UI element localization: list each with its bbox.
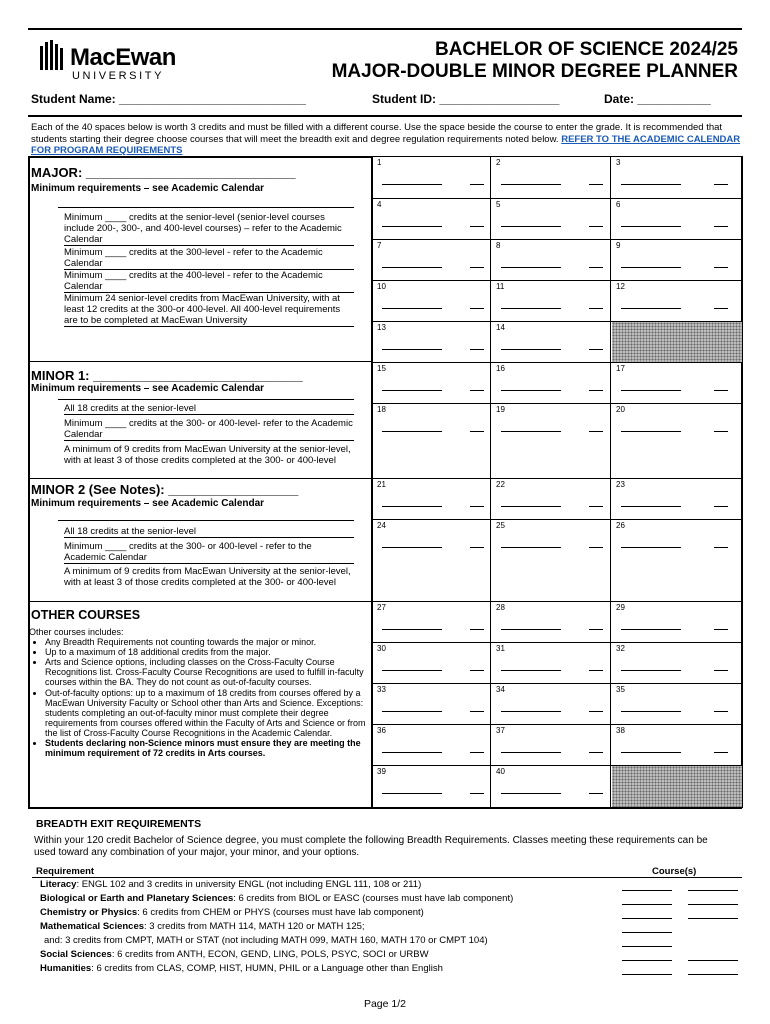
- course-entry-line[interactable]: [501, 184, 561, 185]
- grade-entry-line[interactable]: [714, 308, 728, 309]
- course-entry-line[interactable]: [382, 629, 442, 630]
- course-entry-line[interactable]: [501, 431, 561, 432]
- grid-cell-number: 24: [377, 521, 386, 530]
- grade-entry-line[interactable]: [714, 226, 728, 227]
- grade-entry-line[interactable]: [714, 267, 728, 268]
- grade-entry-line[interactable]: [589, 226, 603, 227]
- minor1-req-3: A minimum of 9 credits from MacEwan University at the senior-level, with at least 3 of those credits completed at the 300- or 400-level: [64, 444, 351, 466]
- major-req-top-line: [58, 207, 354, 208]
- grid-row-line: [372, 478, 742, 479]
- logo-subtitle: UNIVERSITY: [72, 70, 165, 82]
- grade-entry-line[interactable]: [589, 793, 603, 794]
- breadth-row-text: : 3 credits from CMPT, MATH or STAT (not including MATH 099, MATH 160, MATH 170 or CMPT 104): [59, 935, 488, 946]
- minor2-minreq: Minimum requirements – see Academic Calendar: [31, 498, 265, 509]
- course-entry-line[interactable]: [382, 793, 442, 794]
- grid-cell-number: 8: [496, 241, 501, 250]
- course-entry-line[interactable]: [382, 711, 442, 712]
- course-entry-line[interactable]: [382, 506, 442, 507]
- breadth-title: BREADTH EXIT REQUIREMENTS: [36, 818, 202, 830]
- list-item: • Arts and Science options, including classes on the Cross-Faculty Course Recognitions list. Cross-Faculty Course Recognitions are used to fulfill in-faculty courses within the BA. They do not count as out-of-faculty courses.: [45, 657, 369, 687]
- breadth-course-line[interactable]: [622, 960, 672, 961]
- grade-entry-line[interactable]: [470, 267, 484, 268]
- course-entry-line[interactable]: [501, 349, 561, 350]
- list-item: • Up to a maximum of 18 additional credits from the major.: [45, 647, 369, 657]
- grade-entry-line[interactable]: [589, 349, 603, 350]
- minor2-req-1: All 18 credits at the senior-level: [64, 526, 354, 538]
- grade-entry-line[interactable]: [589, 670, 603, 671]
- breadth-course-line[interactable]: [622, 946, 672, 947]
- course-entry-line[interactable]: [501, 506, 561, 507]
- grid-cell-number: 16: [496, 364, 505, 373]
- grade-entry-line[interactable]: [470, 506, 484, 507]
- major-minreq: Minimum requirements – see Academic Calendar: [31, 183, 265, 194]
- grade-entry-line[interactable]: [714, 629, 728, 630]
- breadth-course-line[interactable]: [688, 918, 738, 919]
- grid-cell-number: 25: [496, 521, 505, 530]
- course-entry-line[interactable]: [621, 184, 681, 185]
- course-entry-line[interactable]: [501, 752, 561, 753]
- course-entry-line[interactable]: [382, 226, 442, 227]
- breadth-course-line[interactable]: [622, 932, 672, 933]
- breadth-row: [40, 907, 424, 918]
- grid-cell-number: 12: [616, 282, 625, 291]
- course-entry-line[interactable]: [382, 547, 442, 548]
- course-entry-line[interactable]: [382, 184, 442, 185]
- minor2-req-2: Minimum ____ credits at the 300- or 400-level - refer to the Academic Calendar: [64, 541, 354, 564]
- minor2-divider: [28, 601, 372, 602]
- grade-entry-line[interactable]: [470, 431, 484, 432]
- course-entry-line[interactable]: [382, 670, 442, 671]
- course-entry-line[interactable]: [382, 752, 442, 753]
- other-courses-title: OTHER COURSES: [31, 608, 141, 622]
- grid-cell-number: 13: [377, 323, 386, 332]
- course-entry-line[interactable]: [621, 431, 681, 432]
- macewan-logo-icon: [40, 40, 66, 76]
- breadth-row: [40, 963, 443, 974]
- course-entry-line[interactable]: [501, 267, 561, 268]
- course-entry-line[interactable]: [382, 267, 442, 268]
- breadth-col-courses: Course(s): [652, 866, 697, 877]
- course-entry-line[interactable]: [382, 431, 442, 432]
- course-entry-line[interactable]: [621, 506, 681, 507]
- grid-cell-number: 29: [616, 603, 625, 612]
- grid-cell-number: 32: [616, 644, 625, 653]
- grid-cell-number: 21: [377, 480, 386, 489]
- grid-cell-number: 26: [616, 521, 625, 530]
- course-entry-line[interactable]: [382, 308, 442, 309]
- column-divider: [371, 156, 373, 808]
- bottom-divider: [28, 807, 742, 809]
- grade-entry-line[interactable]: [714, 752, 728, 753]
- grid-row-line: [372, 362, 742, 363]
- breadth-row-text: : 6 credits from CHEM or PHYS (courses must have lab component): [137, 907, 424, 918]
- breadth-row-text: : 6 credits from BIOL or EASC (courses must have lab component): [233, 893, 514, 904]
- grid-cell-number: 9: [616, 241, 621, 250]
- breadth-row-label: Chemistry or Physics: [40, 907, 138, 918]
- grade-entry-line[interactable]: [470, 226, 484, 227]
- grid-cell-number: 33: [377, 685, 386, 694]
- grade-entry-line[interactable]: [470, 629, 484, 630]
- breadth-row-label: Biological or Earth and Planetary Sciences: [40, 893, 234, 904]
- breadth-row-text: : ENGL 102 and 3 credits in university ENGL (not including ENGL 111, 108 or 211): [76, 879, 422, 890]
- course-entry-line[interactable]: [501, 226, 561, 227]
- header-divider: [28, 115, 742, 117]
- breadth-row: [40, 879, 421, 890]
- course-entry-line[interactable]: [501, 390, 561, 391]
- grade-entry-line[interactable]: [714, 711, 728, 712]
- grid-cell-number: 10: [377, 282, 386, 291]
- top-rule: [28, 28, 742, 30]
- breadth-row: [44, 935, 488, 946]
- breadth-course-line[interactable]: [688, 904, 738, 905]
- grade-entry-line[interactable]: [470, 793, 484, 794]
- grid-cell-number: 18: [377, 405, 386, 414]
- major-title: MAJOR: _____________________________: [31, 165, 296, 180]
- shaded-cell: [612, 322, 742, 362]
- grade-entry-line[interactable]: [714, 184, 728, 185]
- course-entry-line[interactable]: [621, 390, 681, 391]
- breadth-row: [40, 921, 365, 932]
- major-divider: [28, 361, 372, 362]
- course-entry-line[interactable]: [501, 793, 561, 794]
- shaded-cell: [612, 766, 742, 807]
- breadth-row-text: : 6 credits from CLAS, COMP, HIST, HUMN, PHIL or a Language other than English: [91, 963, 443, 974]
- course-entry-line[interactable]: [621, 629, 681, 630]
- breadth-row: [40, 949, 429, 960]
- page-number: Page 1/2: [363, 998, 407, 1010]
- grade-entry-line[interactable]: [470, 349, 484, 350]
- breadth-intro: Within your 120 credit Bachelor of Science degree, you must complete the following Breadth Requirements. Classes meeting these requirements can be used toward any combination of your major, your minor, and your options.: [34, 835, 708, 858]
- minor2-title: MINOR 2 (See Notes): __________________: [31, 482, 299, 497]
- grade-entry-line[interactable]: [589, 506, 603, 507]
- minor1-req-top-line: [58, 399, 354, 400]
- grade-entry-line[interactable]: [470, 184, 484, 185]
- date-field[interactable]: Date: ___________: [604, 92, 711, 106]
- breadth-course-line[interactable]: [688, 890, 738, 891]
- grid-cell-number: 20: [616, 405, 625, 414]
- grid-row-line: [372, 403, 742, 404]
- grade-entry-line[interactable]: [714, 390, 728, 391]
- grade-entry-line[interactable]: [589, 547, 603, 548]
- breadth-row-label: Mathematical Sciences: [40, 921, 145, 932]
- grid-col-line: [610, 156, 611, 808]
- grid-row-line: [372, 156, 742, 157]
- major-req-3: Minimum ____ credits at the 400-level - refer to the Academic Calendar: [64, 270, 354, 293]
- course-entry-line[interactable]: [501, 547, 561, 548]
- course-entry-line[interactable]: [621, 226, 681, 227]
- grid-row-line: [372, 683, 742, 684]
- breadth-course-line[interactable]: [622, 890, 672, 891]
- list-item: • Students declaring non-Science minors must ensure they are meeting the minimum requirement of 72 credits in Arts courses.: [45, 738, 369, 758]
- minor1-req-2: Minimum ____ credits at the 300- or 400-level- refer to the Academic Calendar: [64, 418, 353, 440]
- grade-entry-line[interactable]: [470, 308, 484, 309]
- grid-cell-number: 19: [496, 405, 505, 414]
- breadth-course-line[interactable]: [622, 904, 672, 905]
- other-courses-text: [29, 627, 369, 758]
- grid-right-border: [741, 156, 743, 808]
- grade-entry-line[interactable]: [589, 711, 603, 712]
- grid-row-line: [372, 724, 742, 725]
- student-name-field[interactable]: Student Name: ____________________________: [31, 92, 306, 106]
- grid-row-line: [372, 239, 742, 240]
- breadth-row-label: Humanities: [40, 963, 92, 974]
- grade-entry-line[interactable]: [714, 506, 728, 507]
- major-req-1: Minimum ____ credits at the senior-level (senior-level courses include 200-, 300-, and 400-level courses) – refer to the Academic Calendar: [64, 212, 354, 246]
- breadth-row-text: : 6 credits from ANTH, ECON, GEND, LING, POLS, PSYC, SOCI or URBW: [111, 949, 429, 960]
- grid-row-line: [372, 642, 742, 643]
- minor2-req-top-line: [58, 520, 354, 521]
- grid-row-line: [372, 280, 742, 281]
- grade-entry-line[interactable]: [714, 547, 728, 548]
- grid-cell-number: 1: [377, 158, 382, 167]
- course-entry-line[interactable]: [501, 308, 561, 309]
- grid-cell-number: 35: [616, 685, 625, 694]
- page-title: BACHELOR OF SCIENCE 2024/25: [434, 39, 738, 60]
- list-item: • Any Breadth Requirements not counting towards the major or minor.: [45, 637, 369, 647]
- minor1-req-1: All 18 credits at the senior-level: [64, 403, 354, 415]
- course-entry-line[interactable]: [382, 390, 442, 391]
- breadth-col-requirement: Requirement: [36, 866, 95, 877]
- course-entry-line[interactable]: [382, 349, 442, 350]
- grade-entry-line[interactable]: [714, 670, 728, 671]
- grid-cell-number: 36: [377, 726, 386, 735]
- grid-cell-number: 11: [496, 282, 505, 291]
- list-item: • Out-of-faculty options: up to a maximum of 18 credits from courses offered by a MacEwan University Faculty or School other than Arts and Science. Exceptions: students completing an out-of-faculty minor must complete their degree requirements from courses offered within the Faculty of Arts and Science or from the list of Cross-Faculty Course Recognitions in the Academic Calendar.: [45, 688, 369, 738]
- grid-cell-number: 7: [377, 241, 382, 250]
- grid-cell-number: 22: [496, 480, 505, 489]
- grid-cell-number: 3: [616, 158, 621, 167]
- grid-cell-number: 39: [377, 767, 386, 776]
- left-box-top: [28, 156, 372, 158]
- grid-cell-number: 6: [616, 200, 621, 209]
- breadth-row-label: and: [44, 935, 60, 946]
- grade-entry-line[interactable]: [470, 711, 484, 712]
- major-req-2: Minimum ____ credits at the 300-level - refer to the Academic Calendar: [64, 247, 354, 270]
- grid-cell-number: 37: [496, 726, 505, 735]
- breadth-row: [40, 893, 513, 904]
- course-entry-line[interactable]: [501, 711, 561, 712]
- course-entry-line[interactable]: [501, 670, 561, 671]
- course-entry-line[interactable]: [621, 308, 681, 309]
- breadth-course-line[interactable]: [688, 960, 738, 961]
- grade-entry-line[interactable]: [589, 308, 603, 309]
- grid-cell-number: 30: [377, 644, 386, 653]
- major-req-4: Minimum 24 senior-level credits from MacEwan University, with at least 12 credits at the 300-or 400-level. All 400-level requirements are to be completed at MacEwan University: [64, 293, 354, 327]
- grid-row-line: [372, 601, 742, 602]
- grade-entry-line[interactable]: [470, 547, 484, 548]
- intro-text: Each of the 40 spaces below is worth 3 credits and must be filled with a different course. Use the space beside the course to enter the grade. It is recommended that students starting their degree choose courses that will meet the breadth exit and degree regulation requirements noted below.: [31, 122, 723, 145]
- grade-entry-line[interactable]: [589, 390, 603, 391]
- minor1-title: MINOR 1: _____________________________: [31, 368, 303, 383]
- breadth-course-line[interactable]: [622, 974, 672, 975]
- grid-cell-number: 27: [377, 603, 386, 612]
- grid-cell-number: 17: [616, 364, 625, 373]
- grade-entry-line[interactable]: [470, 752, 484, 753]
- grade-entry-line[interactable]: [589, 267, 603, 268]
- other-courses-intro: Other courses includes:: [29, 627, 124, 637]
- grade-entry-line[interactable]: [589, 431, 603, 432]
- course-entry-line[interactable]: [621, 547, 681, 548]
- grid-cell-number: 23: [616, 480, 625, 489]
- minor1-minreq: Minimum requirements – see Academic Calendar: [31, 383, 265, 394]
- course-entry-line[interactable]: [501, 629, 561, 630]
- page-subtitle: MAJOR-DOUBLE MINOR DEGREE PLANNER: [331, 61, 738, 82]
- course-entry-line[interactable]: [621, 711, 681, 712]
- grid-cell-number: 38: [616, 726, 625, 735]
- grid-cell-number: 40: [496, 767, 505, 776]
- minor1-divider: [28, 478, 372, 479]
- grid-row-line: [372, 519, 742, 520]
- grade-entry-line[interactable]: [470, 670, 484, 671]
- grade-entry-line[interactable]: [470, 390, 484, 391]
- intro-paragraph: [31, 122, 741, 157]
- grid-cell-number: 14: [496, 323, 505, 332]
- course-entry-line[interactable]: [621, 752, 681, 753]
- breadth-course-line[interactable]: [688, 974, 738, 975]
- other-courses-list: [29, 637, 369, 758]
- grid-cell-number: 15: [377, 364, 386, 373]
- grid-cell-number: 34: [496, 685, 505, 694]
- grid-col-line: [490, 156, 491, 808]
- logo-name: MacEwan: [70, 44, 176, 71]
- grade-entry-line[interactable]: [589, 629, 603, 630]
- breadth-course-line[interactable]: [622, 918, 672, 919]
- student-id-field[interactable]: Student ID: __________________: [372, 92, 560, 106]
- grid-row-line: [372, 198, 742, 199]
- breadth-row-label: Social Sciences: [40, 949, 112, 960]
- grid-cell-number: 31: [496, 644, 505, 653]
- minor2-req-3: A minimum of 9 credits from MacEwan University at the senior-level, with at least 3 of those credits completed at the 300- or 400-level: [64, 566, 351, 588]
- breadth-row-text: : 3 credits from MATH 114, MATH 120 or MATH 125;: [144, 921, 365, 932]
- course-entry-line[interactable]: [621, 670, 681, 671]
- grade-entry-line[interactable]: [589, 184, 603, 185]
- grid-cell-number: 5: [496, 200, 501, 209]
- calendar-link[interactable]: REFER TO THE ACADEMIC CALENDAR FOR PROGRAM REQUIREMENTS: [31, 133, 741, 156]
- grade-entry-line[interactable]: [714, 431, 728, 432]
- course-entry-line[interactable]: [621, 267, 681, 268]
- grid-cell-number: 4: [377, 200, 382, 209]
- breadth-header-rule: [32, 877, 742, 878]
- grade-entry-line[interactable]: [589, 752, 603, 753]
- breadth-row-label: Literacy: [40, 879, 77, 890]
- grid-cell-number: 28: [496, 603, 505, 612]
- grid-cell-number: 2: [496, 158, 501, 167]
